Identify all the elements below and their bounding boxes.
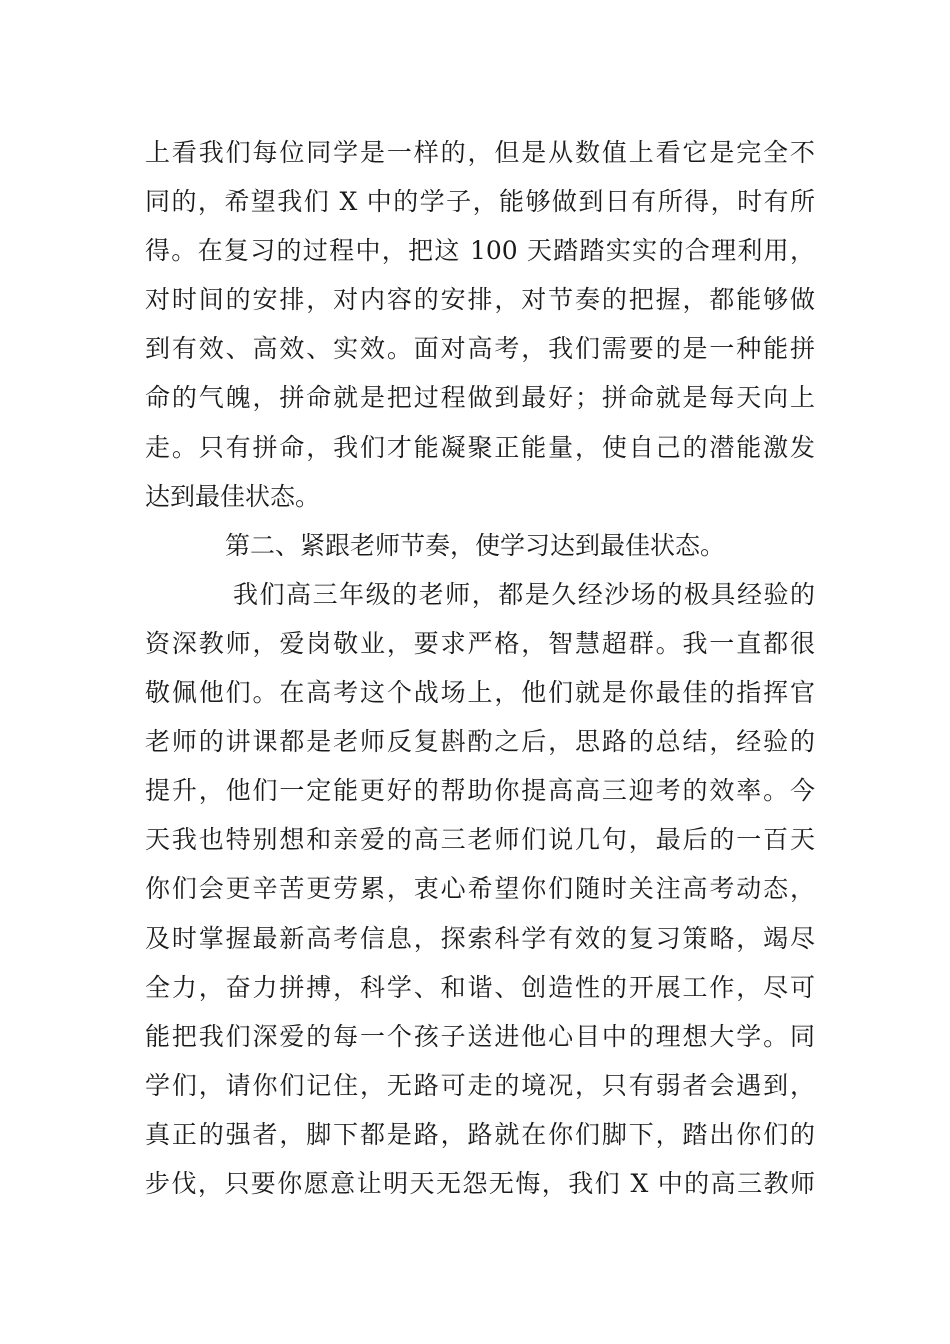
text-line: 能把我们深爱的每一个孩子送进他心目中的理想大学。同 <box>145 1021 815 1051</box>
text-line: 达到最佳状态。 <box>145 481 321 511</box>
text-line: 敬佩他们。在高考这个战场上，他们就是你最佳的指挥官 <box>145 678 815 708</box>
text-line: 资深教师，爱岗敬业，要求严格，智慧超群。我一直都很 <box>145 628 815 658</box>
text-line: 命的气魄，拼命就是把过程做到最好；拼命就是每天向上 <box>145 383 815 413</box>
text-line: 天我也特别想和亲爱的高三老师们说几句，最后的一百天 <box>145 825 815 855</box>
text-line: 同的，希望我们 X 中的学子，能够做到日有所得，时有所 <box>145 187 815 217</box>
text-line: 到有效、高效、实效。面对高考，我们需要的是一种能拼 <box>145 334 815 364</box>
text-line: 对时间的安排，对内容的安排，对节奏的把握，都能够做 <box>145 285 815 315</box>
text-line: 提升，他们一定能更好的帮助你提高高三迎考的效率。今 <box>145 776 815 806</box>
section-heading: 第二、紧跟老师节奏，使学习达到最佳状态。 <box>225 530 726 560</box>
text-line: 上看我们每位同学是一样的，但是从数值上看它是完全不 <box>145 138 815 167</box>
text-line: 老师的讲课都是老师反复斟酌之后，思路的总结，经验的 <box>145 727 815 757</box>
text-line: 步伐，只要你愿意让明天无怨无悔，我们 X 中的高三教师 <box>145 1168 815 1198</box>
text-line: 及时掌握最新高考信息，探索科学有效的复习策略，竭尽 <box>145 923 815 953</box>
text-line: 你们会更辛苦更劳累，衷心希望你们随时关注高考动态， <box>145 874 815 904</box>
text-line: 真正的强者，脚下都是路，路就在你们脚下，踏出你们的 <box>145 1119 815 1149</box>
text-line: 全力，奋力拼搏，科学、和谐、创造性的开展工作，尽可 <box>145 972 815 1002</box>
text-line: 走。只有拼命，我们才能凝聚正能量，使自己的潜能激发 <box>145 432 815 462</box>
text-line: 我们高三年级的老师，都是久经沙场的极具经验的 <box>233 579 815 609</box>
body-text <box>145 128 815 1208</box>
text-line: 得。在复习的过程中，把这 100 天踏踏实实的合理利用， <box>145 236 815 266</box>
text-line: 学们，请你们记住，无路可走的境况，只有弱者会遇到， <box>145 1070 815 1100</box>
